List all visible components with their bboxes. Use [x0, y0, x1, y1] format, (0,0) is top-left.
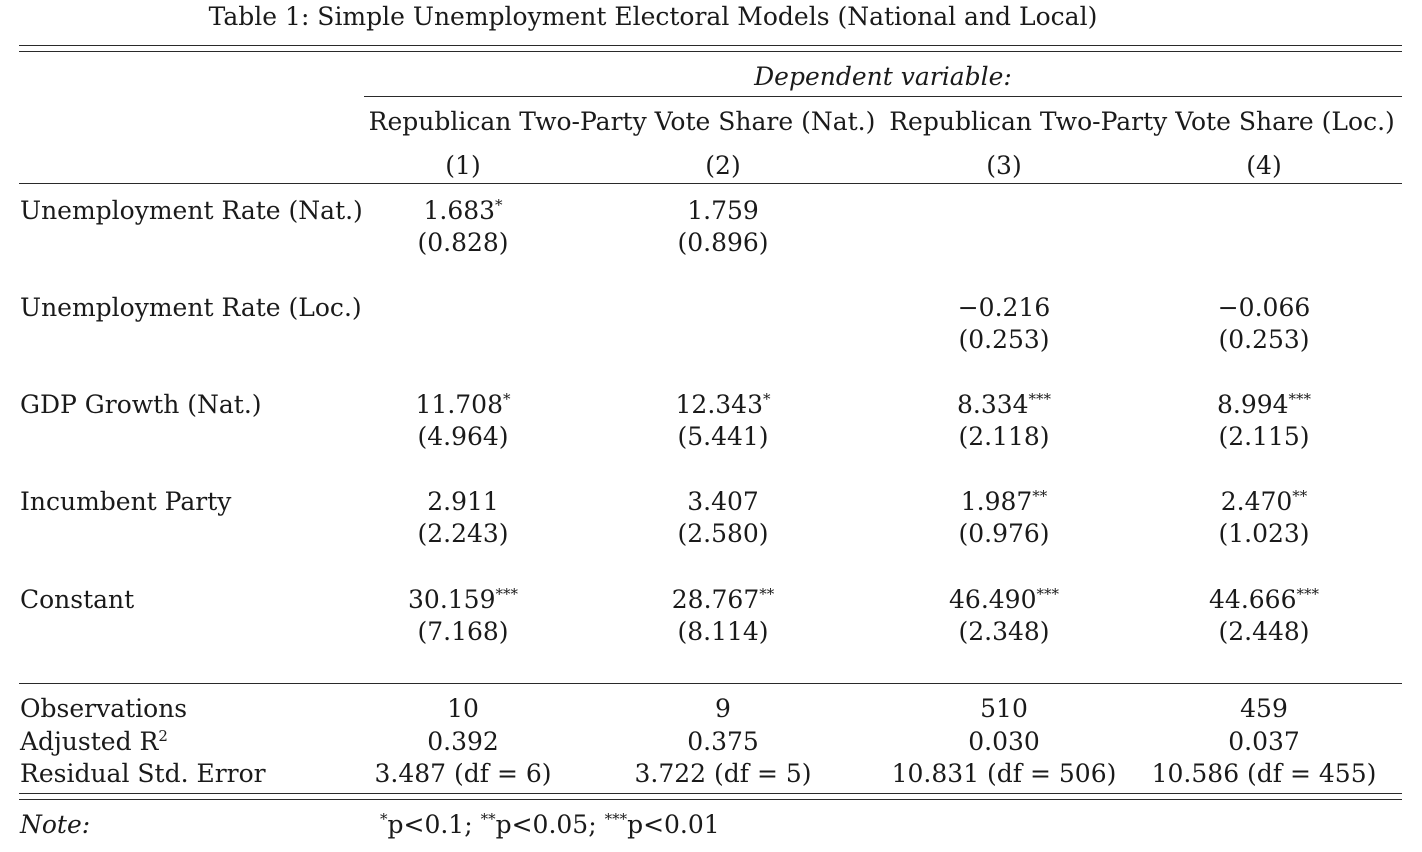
significance-stars: ***: [495, 585, 518, 603]
coefficient-cell: [687, 487, 759, 517]
bottom-rule: [19, 793, 1402, 794]
significance-stars: **: [1292, 487, 1308, 505]
significance-stars: **: [759, 585, 775, 603]
standard-error-cell: (0.976): [958, 519, 1050, 548]
stat-value: 10: [447, 694, 479, 723]
stat-value: 0.392: [427, 727, 499, 756]
stat-label-text: Residual Std. Error: [20, 759, 266, 788]
row-label: Incumbent Party: [20, 487, 232, 516]
stat-label: [20, 694, 187, 724]
significance-stars: *: [502, 390, 511, 408]
significance-stars: ***: [1036, 585, 1059, 603]
row-label: GDP Growth (Nat.): [20, 390, 262, 419]
stat-label: [20, 727, 168, 757]
stats-top-rule: [19, 683, 1402, 684]
coefficient-cell: [676, 390, 771, 420]
stat-value: 3.487 (df = 6): [374, 759, 552, 788]
note-threshold: p<0.01: [627, 810, 720, 839]
stat-value: 510: [980, 694, 1028, 723]
group-header-national: Republican Two-Party Vote Share (Nat.): [368, 107, 876, 136]
significance-stars: *: [495, 196, 503, 214]
standard-error-cell: (2.115): [1218, 422, 1310, 451]
coefficient-cell: [408, 585, 518, 615]
significance-stars: *: [762, 390, 771, 408]
stat-value: 10.831 (df = 506): [891, 759, 1117, 788]
standard-error-cell: (7.168): [417, 617, 509, 646]
coefficient-value: 3.407: [687, 487, 759, 516]
standard-error-cell: (0.253): [1218, 325, 1310, 354]
coefficient-value: 8.334: [956, 390, 1029, 419]
coefficient-cell: [1209, 585, 1319, 615]
model-number-4: (4): [1246, 151, 1282, 180]
coefficient-value: 1.987: [960, 487, 1033, 516]
row-label: Constant: [20, 585, 135, 614]
note-label: Note:: [20, 810, 91, 839]
stat-value: 0.375: [687, 727, 759, 756]
row-label: Unemployment Rate (Nat.): [20, 196, 363, 225]
coefficient-value: −0.216: [957, 293, 1051, 322]
coefficient-cell: [423, 196, 502, 226]
coefficient-cell: [957, 390, 1051, 420]
model-number-3: (3): [986, 151, 1022, 180]
significance-note: [380, 810, 720, 840]
coefficient-cell: [672, 585, 774, 615]
coefficient-cell: [416, 390, 511, 420]
coefficient-value: −0.066: [1217, 293, 1311, 322]
standard-error-cell: (2.118): [958, 422, 1050, 451]
stat-value: 0.037: [1228, 727, 1300, 756]
coefficient-cell: [1218, 293, 1311, 323]
standard-error-cell: (5.441): [677, 422, 769, 451]
note-threshold: p<0.1;: [387, 810, 481, 839]
dependent-variable-label: Dependent variable:: [754, 62, 1012, 91]
standard-error-cell: (1.023): [1218, 519, 1310, 548]
dependent-variable-rule: [364, 96, 1402, 97]
coefficient-value: 46.490: [949, 585, 1037, 614]
top-rule: [19, 45, 1402, 46]
model-number-1: (1): [445, 151, 481, 180]
standard-error-cell: (2.348): [958, 617, 1050, 646]
group-header-local: Republican Two-Party Vote Share (Loc.): [889, 107, 1395, 136]
coefficient-value: 1.683: [423, 196, 496, 225]
coefficient-cell: [961, 487, 1048, 517]
coefficient-value: 8.994: [1216, 390, 1289, 419]
stat-value: 10.586 (df = 455): [1151, 759, 1377, 788]
coefficient-value: 1.759: [687, 196, 759, 225]
coefficient-cell: [427, 487, 499, 517]
coefficient-cell: [1217, 390, 1311, 420]
standard-error-cell: (0.896): [677, 228, 769, 257]
note-stars: ***: [604, 810, 628, 828]
coefficient-cell: [958, 293, 1051, 323]
header-bottom-rule: [19, 183, 1402, 184]
note-stars: *: [380, 810, 388, 828]
coefficient-value: 2.470: [1220, 487, 1293, 516]
coefficient-value: 11.708: [415, 390, 503, 419]
stat-label-text: Adjusted R: [20, 727, 159, 756]
standard-error-cell: (2.580): [677, 519, 769, 548]
bottom-rule-2: [19, 799, 1402, 800]
standard-error-cell: (8.114): [677, 617, 769, 646]
significance-stars: ***: [1296, 585, 1319, 603]
table-caption: Table 1: Simple Unemployment Electoral Models (National and Local): [208, 2, 1098, 31]
coefficient-value: 30.159: [408, 585, 496, 614]
standard-error-cell: (0.253): [958, 325, 1050, 354]
superscript: 2: [158, 727, 168, 745]
stat-value: 0.030: [968, 727, 1040, 756]
note-threshold: p<0.05;: [495, 810, 605, 839]
coefficient-value: 2.911: [427, 487, 499, 516]
coefficient-value: 12.343: [675, 390, 763, 419]
coefficient-cell: [687, 196, 759, 226]
coefficient-value: 28.767: [671, 585, 760, 614]
standard-error-cell: (0.828): [417, 228, 509, 257]
significance-stars: ***: [1028, 390, 1052, 408]
standard-error-cell: (2.243): [417, 519, 509, 548]
top-rule-2: [19, 51, 1402, 52]
row-label: Unemployment Rate (Loc.): [20, 293, 362, 322]
stat-value: 9: [715, 694, 731, 723]
significance-stars: ***: [1288, 390, 1312, 408]
significance-stars: **: [1032, 487, 1048, 505]
coefficient-cell: [949, 585, 1059, 615]
stat-label-text: Observations: [20, 694, 188, 723]
stat-value: 459: [1240, 694, 1288, 723]
standard-error-cell: (4.964): [417, 422, 509, 451]
stat-label: [20, 759, 266, 789]
standard-error-cell: (2.448): [1218, 617, 1310, 646]
coefficient-cell: [1221, 487, 1308, 517]
note-stars: **: [480, 810, 496, 828]
coefficient-value: 44.666: [1209, 585, 1297, 614]
model-number-2: (2): [705, 151, 741, 180]
stat-value: 3.722 (df = 5): [634, 759, 812, 788]
